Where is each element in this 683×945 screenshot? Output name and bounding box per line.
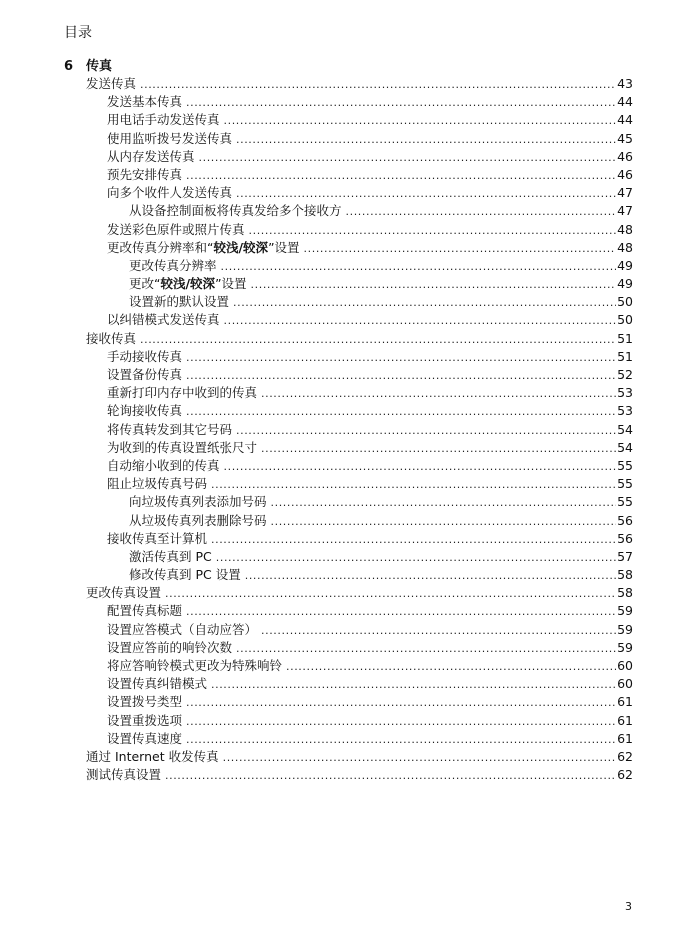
toc-entry[interactable] xyxy=(0,93,683,111)
toc-entry-label: 设置备份传真 xyxy=(107,367,183,382)
dot-leader xyxy=(140,331,616,349)
toc-entry[interactable] xyxy=(0,348,683,366)
toc-entry-label-part: 更改传真分辨率和“ xyxy=(107,239,214,255)
toc-entry-label: 将传真转发到其它号码 xyxy=(107,421,233,437)
dot-leader xyxy=(261,622,616,640)
dot-leader xyxy=(186,731,616,749)
toc-entry-label: 设置新的默认设置 xyxy=(129,294,230,310)
toc-entry[interactable] xyxy=(0,421,683,439)
toc-entry[interactable] xyxy=(0,657,683,675)
toc-entry-page: 59 xyxy=(617,603,633,619)
dot-leader xyxy=(186,713,616,731)
toc-entry-page: 55 xyxy=(617,476,633,492)
dot-leader xyxy=(186,403,616,421)
toc-entry-page: 54 xyxy=(617,421,633,437)
dot-leader xyxy=(186,603,616,621)
toc-entry[interactable] xyxy=(0,148,683,166)
toc-entry-page: 49 xyxy=(617,276,633,292)
toc-entry-label: 为收到的传真设置纸张尺寸 xyxy=(107,439,258,455)
toc-entry[interactable] xyxy=(0,693,683,711)
dot-leader xyxy=(224,112,617,130)
toc-entry-label: 发送传真 xyxy=(86,76,137,91)
toc-entry-page: 61 xyxy=(617,712,633,728)
toc-entry-page: 46 xyxy=(617,148,633,164)
dot-leader xyxy=(236,422,616,440)
toc-entry-label: 向多个收件人发送传真 xyxy=(107,185,233,201)
dot-leader xyxy=(211,476,616,494)
toc-entry-page: 47 xyxy=(617,203,633,219)
dot-leader xyxy=(223,749,617,767)
toc-entry-label: 以纠错模式发送传真 xyxy=(107,312,220,328)
toc-entry[interactable] xyxy=(0,475,683,493)
dot-leader xyxy=(236,640,616,658)
chapter-heading xyxy=(64,58,112,76)
toc-entry-page: 56 xyxy=(617,512,633,528)
toc-entry[interactable] xyxy=(0,293,683,311)
toc-entry[interactable] xyxy=(0,584,683,602)
toc-entry-page: 50 xyxy=(617,294,633,310)
toc-entry-label: 测试传真设置 xyxy=(86,767,162,783)
toc-entry-page: 61 xyxy=(617,694,633,710)
toc-entry-label: 发送基本传真 xyxy=(107,94,183,110)
page-header-title: 目录 xyxy=(64,25,92,41)
toc-entry-page: 59 xyxy=(617,621,633,637)
toc-entry-label: 通过 Internet 收发传真 xyxy=(86,748,219,764)
toc-entry[interactable] xyxy=(0,384,683,402)
toc-entry-page: 61 xyxy=(617,730,633,746)
toc-entry-label: 设置拨号类型 xyxy=(107,694,183,710)
toc-entry[interactable] xyxy=(0,748,683,766)
toc-entry[interactable] xyxy=(0,530,683,548)
toc-entry-label: 从内存发送传真 xyxy=(107,148,195,164)
toc-entry-label xyxy=(107,239,300,257)
toc-entry[interactable] xyxy=(0,730,683,748)
dot-leader xyxy=(236,185,616,203)
toc-entry[interactable] xyxy=(0,366,683,384)
dot-leader xyxy=(271,494,617,512)
dot-leader xyxy=(140,76,616,94)
dot-leader xyxy=(186,349,616,367)
toc-entry[interactable] xyxy=(0,257,683,275)
toc-entry[interactable] xyxy=(0,221,683,239)
toc-entry-page: 47 xyxy=(617,185,633,201)
toc-entry-label: 向垃圾传真列表添加号码 xyxy=(129,494,267,510)
table-of-contents xyxy=(0,75,683,784)
dot-leader xyxy=(304,240,617,258)
toc-entry[interactable] xyxy=(0,602,683,620)
toc-entry-page: 51 xyxy=(617,348,633,364)
dot-leader xyxy=(261,440,616,458)
dot-leader xyxy=(186,694,616,712)
toc-entry-label: 用电话手动发送传真 xyxy=(107,112,220,128)
dot-leader xyxy=(186,367,616,385)
dot-leader xyxy=(245,567,616,585)
dot-leader xyxy=(236,131,616,149)
toc-entry-label-part: ”设置 xyxy=(268,239,300,255)
dot-leader xyxy=(186,94,616,112)
toc-entry-label: 接收传真 xyxy=(86,330,137,346)
dot-leader xyxy=(346,203,617,221)
toc-entry-label xyxy=(129,275,247,293)
toc-entry-label: 接收传真至计算机 xyxy=(107,530,208,546)
toc-entry[interactable] xyxy=(0,239,683,257)
chapter-title: 传真 xyxy=(86,59,113,74)
toc-entry-page: 44 xyxy=(617,94,633,110)
toc-entry-page: 50 xyxy=(617,312,633,328)
toc-entry-label: 将应答响铃模式更改为特殊响铃 xyxy=(107,658,283,673)
dot-leader xyxy=(186,167,616,185)
toc-entry[interactable] xyxy=(0,675,683,693)
toc-entry-label: 重新打印内存中收到的传真 xyxy=(107,385,258,401)
toc-entry[interactable] xyxy=(0,512,683,530)
page-number: 3 xyxy=(625,900,632,913)
toc-entry-page: 54 xyxy=(617,439,633,455)
toc-entry-label: 更改传真设置 xyxy=(86,585,162,601)
toc-entry-page: 62 xyxy=(617,767,633,783)
toc-entry[interactable] xyxy=(0,111,683,129)
toc-entry-label: 阻止垃圾传真号码 xyxy=(107,476,208,492)
dot-leader xyxy=(251,276,617,294)
toc-entry-label: 修改传真到 PC 设置 xyxy=(129,567,241,583)
toc-entry-page: 57 xyxy=(617,548,633,564)
toc-entry-label: 配置传真标题 xyxy=(107,603,183,619)
toc-entry-label: 设置传真纠错模式 xyxy=(107,676,208,692)
dot-leader xyxy=(233,294,616,312)
toc-entry-page: 46 xyxy=(617,166,633,182)
toc-entry-page: 45 xyxy=(617,130,633,146)
toc-entry-label: 自动缩小收到的传真 xyxy=(107,457,220,473)
toc-entry-page: 51 xyxy=(617,330,633,346)
toc-entry-label-part: 较浅/较深 xyxy=(160,276,216,292)
toc-entry[interactable] xyxy=(0,493,683,511)
toc-entry-label-part: ”设置 xyxy=(215,276,247,292)
dot-leader xyxy=(211,676,616,694)
toc-entry[interactable] xyxy=(0,311,683,329)
dot-leader xyxy=(271,513,617,531)
dot-leader xyxy=(261,385,616,403)
toc-entry-page: 52 xyxy=(617,367,633,382)
toc-entry[interactable] xyxy=(0,330,683,348)
toc-entry[interactable] xyxy=(0,402,683,420)
toc-entry-label: 使用监听拨号发送传真 xyxy=(107,130,233,146)
toc-entry-page: 58 xyxy=(617,567,633,583)
toc-entry[interactable] xyxy=(0,184,683,202)
dot-leader xyxy=(224,458,617,476)
dot-leader xyxy=(199,149,617,167)
toc-entry[interactable] xyxy=(0,712,683,730)
dot-leader xyxy=(249,222,617,240)
toc-entry-label: 设置重拨选项 xyxy=(107,712,183,728)
toc-entry-page: 56 xyxy=(617,530,633,546)
toc-entry[interactable] xyxy=(0,621,683,639)
toc-entry-page: 55 xyxy=(617,457,633,473)
toc-entry-label: 轮询接收传真 xyxy=(107,403,183,419)
toc-entry-label: 设置应答模式（自动应答） xyxy=(107,621,258,637)
toc-entry-label: 激活传真到 PC xyxy=(129,548,212,564)
toc-entry-label: 更改传真分辨率 xyxy=(129,257,217,273)
toc-entry-page: 60 xyxy=(617,658,633,673)
toc-entry[interactable] xyxy=(0,166,683,184)
toc-entry-page: 53 xyxy=(617,385,633,401)
toc-entry-label: 预先安排传真 xyxy=(107,166,183,182)
dot-leader xyxy=(211,531,616,549)
toc-entry-label: 发送彩色原件或照片传真 xyxy=(107,221,245,237)
toc-entry[interactable] xyxy=(0,548,683,566)
toc-entry-label: 设置传真速度 xyxy=(107,730,183,746)
toc-entry[interactable] xyxy=(0,275,683,293)
toc-entry-page: 58 xyxy=(617,585,633,601)
dot-leader xyxy=(221,258,617,276)
toc-entry[interactable] xyxy=(0,766,683,784)
chapter-number: 6 xyxy=(64,59,74,74)
toc-entry[interactable] xyxy=(0,75,683,93)
toc-entry-page: 55 xyxy=(617,494,633,510)
toc-entry-page: 49 xyxy=(617,257,633,273)
toc-entry[interactable] xyxy=(0,202,683,220)
toc-entry-page: 62 xyxy=(617,748,633,764)
toc-entry-page: 48 xyxy=(617,239,633,255)
toc-entry-label: 手动接收传真 xyxy=(107,348,183,364)
toc-entry-label: 设置应答前的响铃次数 xyxy=(107,639,233,655)
toc-entry-page: 44 xyxy=(617,112,633,128)
toc-entry-label: 从垃圾传真列表删除号码 xyxy=(129,512,267,528)
toc-entry-page: 60 xyxy=(617,676,633,692)
dot-leader xyxy=(216,549,616,567)
toc-entry-label: 从设备控制面板将传真发给多个接收方 xyxy=(129,203,342,219)
toc-entry[interactable] xyxy=(0,457,683,475)
toc-entry[interactable] xyxy=(0,130,683,148)
toc-entry-page: 53 xyxy=(617,403,633,419)
dot-leader xyxy=(224,312,617,330)
toc-entry[interactable] xyxy=(0,439,683,457)
toc-entry-page: 43 xyxy=(617,76,633,91)
toc-entry-page: 48 xyxy=(617,221,633,237)
toc-entry-page: 59 xyxy=(617,639,633,655)
toc-entry[interactable] xyxy=(0,639,683,657)
dot-leader xyxy=(165,767,616,785)
dot-leader xyxy=(165,585,616,603)
toc-entry-label-part: 更改“ xyxy=(129,276,161,292)
toc-entry-label-part: 较浅/较深 xyxy=(213,239,269,255)
dot-leader xyxy=(286,658,616,676)
toc-entry[interactable] xyxy=(0,566,683,584)
